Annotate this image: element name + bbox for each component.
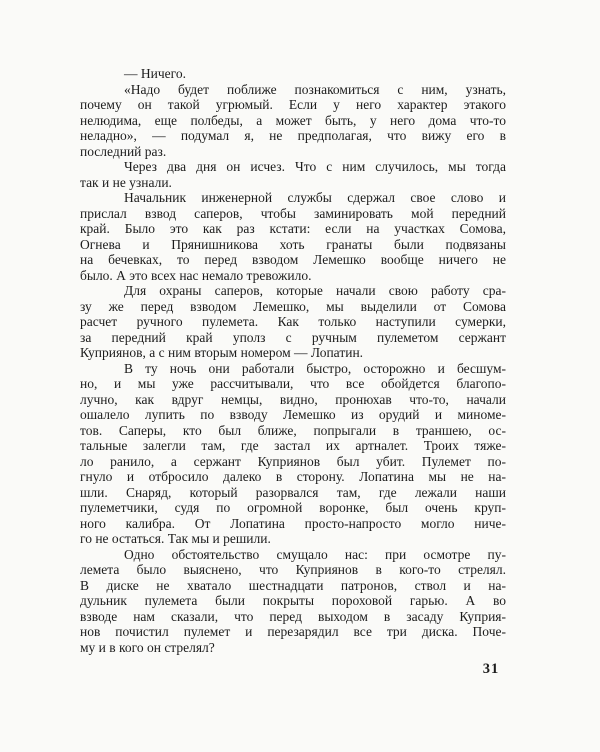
paragraph — [80, 82, 506, 160]
text-line: Через два дня он исчез. Что с ним случилось, мы тогда — [124, 159, 506, 174]
text-line: так и не узнали. — [80, 174, 172, 190]
text-line: на бечевках, то перед взводом Лемешко вообще ничего не — [80, 252, 506, 267]
text-line: ного калибра. От Лопатина просто-напросто могло ниче- — [80, 515, 506, 531]
text-line: ло ранило, а сержант Куприянов был убит. Пулемет по- — [80, 453, 506, 469]
text-line: дульник пулемета были покрыты пороховой гарью. А во — [80, 593, 506, 608]
paragraph — [80, 361, 506, 547]
text-line: край. Было это как раз кстати: если на участках Сомова, — [80, 221, 506, 236]
paragraph — [80, 190, 506, 283]
paragraph — [80, 159, 506, 190]
paragraph — [80, 547, 506, 656]
text-line: му и в кого он стрелял? — [80, 639, 215, 655]
text-line: Куприянов, а с ним вторым номером — Лопатин. — [80, 345, 364, 360]
text-line: лучно, как вдруг немцы, видно, пронюхав что-то, начали — [80, 391, 506, 407]
text-line: «Надо будет поближе познакомиться с ним, узнать, — [124, 81, 506, 97]
text-line: за передний край уполз с ручным пулеметом сержант — [80, 329, 506, 345]
text-line: Начальник инженерной службы сдержал свое слово и — [124, 190, 506, 205]
paragraph — [80, 283, 506, 361]
text-line: гнуло и отбросило далеко в сторону. Лопатина мы не на- — [80, 469, 506, 484]
text-line: шли. Снаряд, который разорвался там, где лежали наши — [80, 484, 506, 500]
text-line: Огнева и Прянишникова хоть гранаты были подвязаны — [80, 236, 506, 252]
text-line: зу же перед взводом Лемешко, мы выделили от Сомова — [80, 298, 506, 314]
text-line: — Ничего. — [124, 66, 186, 81]
text-line: лемета было выяснено, что Куприянов в кого-то стрелял. — [80, 562, 506, 577]
text-line: но, и мы уже рассчитывали, что все обойдется благопо- — [80, 376, 506, 391]
text-line: последний раз. — [80, 143, 167, 159]
text-line: тов. Саперы, кто был ближе, попрыгали в траншею, ос- — [80, 422, 506, 438]
text-line: пулеметчики, судя по огромной воронке, был очень круп- — [80, 500, 506, 515]
text-line: прислал взвод саперов, чтобы заминировать мой передний — [80, 205, 506, 221]
text-line: ошалело лупить по взводу Лемешко из орудий и миноме- — [80, 407, 506, 422]
text-line: расчет ручного пулемета. Как только наступили сумерки, — [80, 314, 506, 329]
page-text — [80, 66, 506, 655]
text-line: было. А это всех нас немало тревожило. — [80, 267, 312, 283]
text-line: нов почистил пулемет и перезарядил все три диска. Поче- — [80, 624, 506, 639]
paragraph — [80, 66, 506, 82]
text-line: почему он такой угрюмый. Если у него характер этакого — [80, 97, 506, 112]
text-line: неладно», — подумал я, не предполагая, что вижу его в — [80, 128, 506, 143]
text-line: В диске не хватало шестнадцати патронов, ствол и на- — [80, 577, 506, 593]
page-number: 31 — [482, 661, 500, 677]
text-line: нелюдима, еще полбеды, а может быть, у него дома что-то — [80, 112, 506, 128]
text-line: Для охраны саперов, которые начали свою работу сра- — [124, 283, 506, 298]
text-line: го не остаться. Так мы и решили. — [80, 531, 271, 546]
text-line: взводе нам сказали, что перед выходом в засаду Куприя- — [80, 608, 506, 624]
text-line: тальные залегли там, где застал их артналет. Троих тяже- — [80, 438, 506, 453]
text-line: В ту ночь они работали быстро, осторожно и бесшум- — [124, 360, 506, 376]
text-line: Одно обстоятельство смущало нас: при осмотре пу- — [124, 546, 506, 562]
